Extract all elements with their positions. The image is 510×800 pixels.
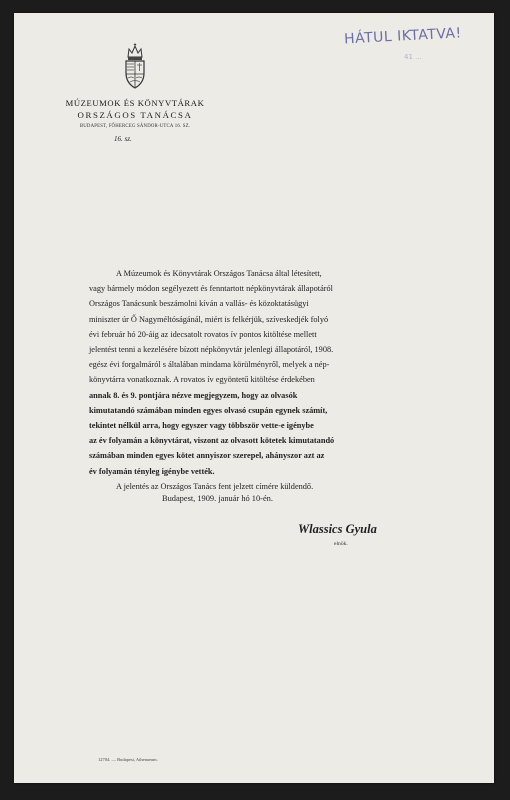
letterhead-address: BUDAPEST, FŐHERCEG SÁNDOR-UTCA 16. SZ. <box>79 124 191 129</box>
body-line: tekintet nélkül arra, hogy egyszer vagy többször vette-e igénybe <box>89 421 314 431</box>
body-line: jelentést tenni a kezelésére bízott népkönyvtár jelenlegi állapotáról, 1908. <box>89 345 334 355</box>
printer-footer: 12704. — Budapest, Athenaeum. <box>98 757 158 762</box>
document-number: 16. sz. <box>114 135 132 143</box>
letter-body <box>89 266 406 494</box>
body-line: év folyamán tényleg igénybe vették. <box>89 466 215 476</box>
body-line: Országos Tanácsunk beszámolni kíván a vallás- és közoktatásügyi <box>89 299 309 309</box>
letterhead-line1: MÚZEUMOK ÉS KÖNYVTÁRAK <box>65 98 205 108</box>
body-line: annak 8. és 9. pontjára nézve megjegyzem, hogy az olvasók <box>89 390 298 400</box>
body-line: könyvtárra vonatkoznak. A rovatos ív egyöntetű kitöltése érdekében <box>89 375 315 385</box>
handwritten-note: HÁTUL IKTATVA! <box>343 25 463 48</box>
body-line: évi február hó 20-áig az idecsatolt rovatos ív pontos kitöltése mellett <box>89 329 317 339</box>
body-closing-line: A jelentés az Országos Tanács fent jelzett címére küldendő. <box>116 481 314 491</box>
coat-of-arms-icon <box>122 43 148 91</box>
body-line: A Múzeumok és Könyvtárak Országos Tanácsa által létesített, <box>116 269 322 278</box>
document-page <box>14 13 494 783</box>
handwritten-mark: 41 ... <box>404 53 422 61</box>
body-line: számában minden egyes kötet annyiszor szerepel, ahányszor azt az <box>89 451 325 461</box>
signature-name: Wlassics Gyula <box>298 522 377 536</box>
body-line: az év folyamán a könyvtárat, viszont az olvasott kötetek kimutatandó <box>89 436 335 446</box>
letter-date: Budapest, 1909. január hó 10-én. <box>162 494 273 503</box>
signature-title: elnök. <box>334 541 348 547</box>
body-line: miniszter úr Ő Nagyméltóságánál, miért is felkérjük, szíveskedjék folyó <box>89 314 329 324</box>
body-line: egész évi forgalmáról s általában mindama körülményről, melyek a nép- <box>89 360 330 370</box>
body-line: kimutatandó számában minden egyes olvasó csupán egynek számít, <box>89 405 328 415</box>
body-line: vagy bármely módon segélyezett és fenntartott népkönyvtárak állapotáról <box>89 284 333 294</box>
letterhead-line2: ORSZÁGOS TANÁCSA <box>77 110 193 120</box>
